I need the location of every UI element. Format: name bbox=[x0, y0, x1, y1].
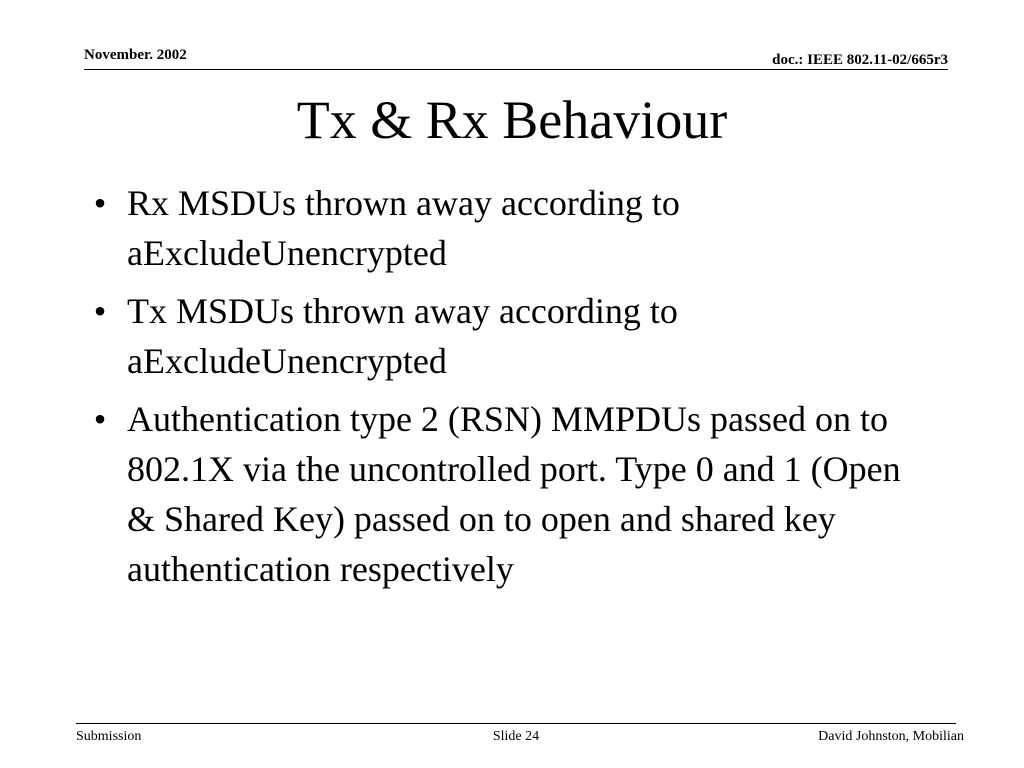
bullet-dot-icon: • bbox=[93, 183, 107, 223]
footer-slide-number: Slide 24 bbox=[492, 729, 540, 744]
bullet-text: Authentication type 2 (RSN) MMPDUs passed on to 802.1X via the uncontrolled port. Type 0 and 1 (Open & Shared Key) passed on to open and shared key authentication respectively bbox=[127, 399, 901, 589]
bullet-list bbox=[88, 178, 908, 602]
bullet-dot-icon: • bbox=[93, 399, 107, 439]
bullet-text: Rx MSDUs thrown away according to aExcludeUnencrypted bbox=[127, 183, 680, 273]
slide-title: Tx & Rx Behaviour bbox=[296, 90, 728, 150]
bullet-item bbox=[88, 286, 908, 386]
bullet-text: Tx MSDUs thrown away according to aExcludeUnencrypted bbox=[127, 291, 678, 381]
bullet-item bbox=[88, 178, 908, 278]
bullet-item bbox=[88, 394, 908, 594]
header-date: November. 2002 bbox=[84, 47, 187, 63]
footer-submission: Submission bbox=[76, 729, 142, 744]
header-divider bbox=[84, 69, 948, 70]
footer-author: David Johnston, Mobilian bbox=[818, 729, 964, 744]
bullet-dot-icon: • bbox=[93, 291, 107, 331]
footer-divider bbox=[76, 723, 956, 724]
header-doc-id: doc.: IEEE 802.11-02/665r3 bbox=[772, 52, 948, 68]
